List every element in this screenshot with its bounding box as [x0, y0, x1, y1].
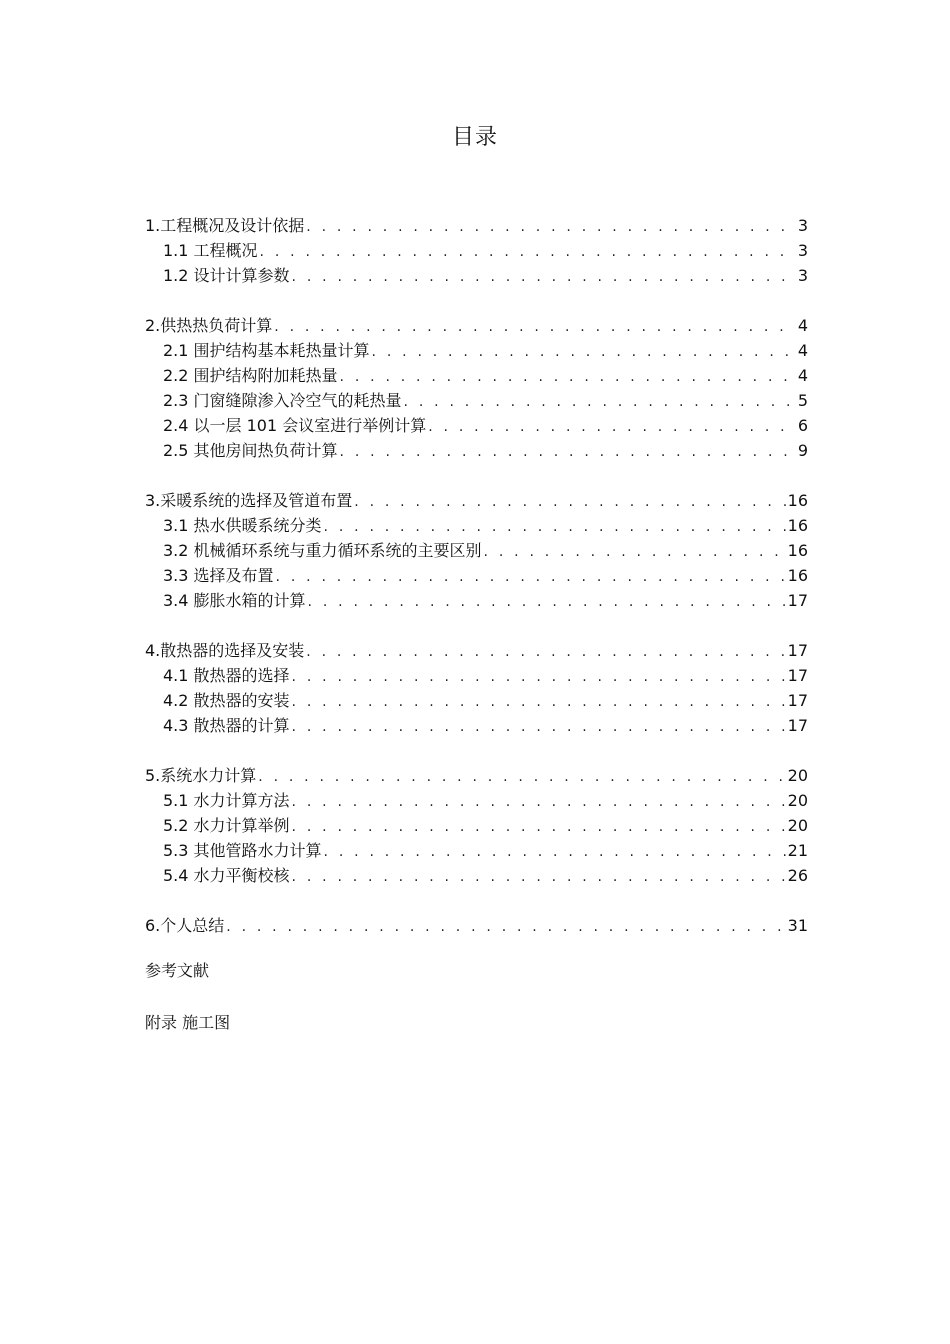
toc-section [145, 638, 808, 738]
toc-page-number: 16 [787, 516, 808, 535]
dot-leader [292, 265, 796, 290]
toc-entry[interactable] [145, 213, 808, 238]
toc-entry[interactable] [145, 313, 808, 338]
toc-entry-label: 5.1 水力计算方法 [163, 791, 290, 810]
toc-page-number: 20 [787, 766, 808, 785]
dot-leader [306, 640, 785, 665]
dot-leader [324, 515, 786, 540]
dot-leader [292, 865, 786, 890]
toc-page-number: 3 [797, 216, 808, 235]
toc-subentry[interactable] [145, 863, 808, 888]
toc-subentry[interactable] [145, 363, 808, 388]
toc-entry-label: 2.供热热负荷计算 [145, 316, 273, 335]
dot-leader [484, 540, 786, 565]
dot-leader [292, 815, 786, 840]
toc-page-number: 4 [797, 366, 808, 385]
toc-page-number: 20 [787, 791, 808, 810]
toc-subentry[interactable] [145, 663, 808, 688]
dot-leader [308, 590, 786, 615]
toc-page-number: 21 [787, 841, 808, 860]
toc-entry-label: 1.2 设计计算参数 [163, 266, 290, 285]
toc-entry-label: 5.系统水力计算 [145, 766, 257, 785]
references-heading[interactable]: 参考文献 [145, 961, 210, 980]
dot-leader [292, 790, 786, 815]
toc-entry-label: 3.2 机械循环系统与重力循环系统的主要区别 [163, 541, 482, 560]
toc-page-number: 4 [797, 341, 808, 360]
toc-page-number: 31 [787, 916, 808, 935]
dot-leader [292, 690, 786, 715]
appendix-heading[interactable]: 附录 施工图 [145, 1013, 231, 1032]
toc-subentry[interactable] [145, 513, 808, 538]
toc-page-number: 26 [787, 866, 808, 885]
toc-entry[interactable] [145, 638, 808, 663]
dot-leader [274, 315, 796, 340]
toc-page-number: 3 [797, 266, 808, 285]
toc-subentry[interactable] [145, 438, 808, 463]
toc-entry-label: 1.工程概况及设计依据 [145, 216, 305, 235]
toc-subentry[interactable] [145, 563, 808, 588]
toc-subentry[interactable] [145, 413, 808, 438]
toc-section [145, 913, 808, 938]
toc-page-number: 16 [787, 491, 808, 510]
toc-page-number: 17 [787, 666, 808, 685]
toc-subentry[interactable] [145, 588, 808, 613]
toc-entry-label: 5.4 水力平衡校核 [163, 866, 290, 885]
dot-leader [324, 840, 786, 865]
toc-subentry[interactable] [145, 238, 808, 263]
toc-page-number: 16 [787, 566, 808, 585]
toc-page-number: 5 [797, 391, 808, 410]
toc-entry-label: 4.散热器的选择及安装 [145, 641, 305, 660]
toc-entry-label: 2.1 围护结构基本耗热量计算 [163, 341, 370, 360]
dot-leader [428, 415, 796, 440]
toc-page-number: 17 [787, 641, 808, 660]
toc-page-number: 17 [787, 591, 808, 610]
toc-subentry[interactable] [145, 838, 808, 863]
toc-entry-label: 5.2 水力计算举例 [163, 816, 290, 835]
toc-page-number: 20 [787, 816, 808, 835]
dot-leader [258, 765, 785, 790]
dot-leader [292, 715, 786, 740]
toc-entry[interactable] [145, 488, 808, 513]
toc-subentry[interactable] [145, 688, 808, 713]
toc-entry-label: 3.采暖系统的选择及管道布置 [145, 491, 353, 510]
toc-subentry[interactable] [145, 263, 808, 288]
toc-subentry[interactable] [145, 713, 808, 738]
toc-section [145, 763, 808, 888]
toc-page-number: 9 [797, 441, 808, 460]
toc-page-number: 16 [787, 541, 808, 560]
dot-leader [306, 215, 796, 240]
toc-page-number: 4 [797, 316, 808, 335]
dot-leader [354, 490, 785, 515]
toc-entry-label: 3.4 膨胀水箱的计算 [163, 591, 306, 610]
toc-entry[interactable] [145, 913, 808, 938]
dot-leader [404, 390, 796, 415]
toc-subentry[interactable] [145, 538, 808, 563]
toc-section [145, 213, 808, 288]
toc-subentry[interactable] [145, 788, 808, 813]
dot-leader [292, 665, 786, 690]
table-of-contents [145, 213, 808, 963]
toc-subentry[interactable] [145, 813, 808, 838]
toc-section [145, 313, 808, 463]
toc-entry-label: 4.3 散热器的计算 [163, 716, 290, 735]
toc-entry-label: 3.3 选择及布置 [163, 566, 274, 585]
dot-leader [372, 340, 796, 365]
toc-entry-label: 4.2 散热器的安装 [163, 691, 290, 710]
toc-page-number: 6 [797, 416, 808, 435]
toc-entry-label: 2.2 围护结构附加耗热量 [163, 366, 338, 385]
toc-page-number: 17 [787, 691, 808, 710]
dot-leader [226, 915, 785, 940]
toc-subentry[interactable] [145, 338, 808, 363]
toc-page-number: 3 [797, 241, 808, 260]
page-title: 目录 [451, 125, 498, 150]
toc-page-number: 17 [787, 716, 808, 735]
toc-section [145, 488, 808, 613]
toc-entry-label: 5.3 其他管路水力计算 [163, 841, 322, 860]
dot-leader [340, 440, 796, 465]
dot-leader [260, 240, 796, 265]
dot-leader [276, 565, 786, 590]
toc-entry-label: 2.4 以一层 101 会议室进行举例计算 [163, 416, 427, 435]
toc-entry-label: 2.3 门窗缝隙渗入冷空气的耗热量 [163, 391, 402, 410]
dot-leader [340, 365, 796, 390]
toc-entry-label: 1.1 工程概况 [163, 241, 258, 260]
toc-entry-label: 6.个人总结 [145, 916, 225, 935]
toc-entry[interactable] [145, 763, 808, 788]
toc-entry-label: 3.1 热水供暖系统分类 [163, 516, 322, 535]
toc-entry-label: 4.1 散热器的选择 [163, 666, 290, 685]
toc-entry-label: 2.5 其他房间热负荷计算 [163, 441, 338, 460]
toc-subentry[interactable] [145, 388, 808, 413]
